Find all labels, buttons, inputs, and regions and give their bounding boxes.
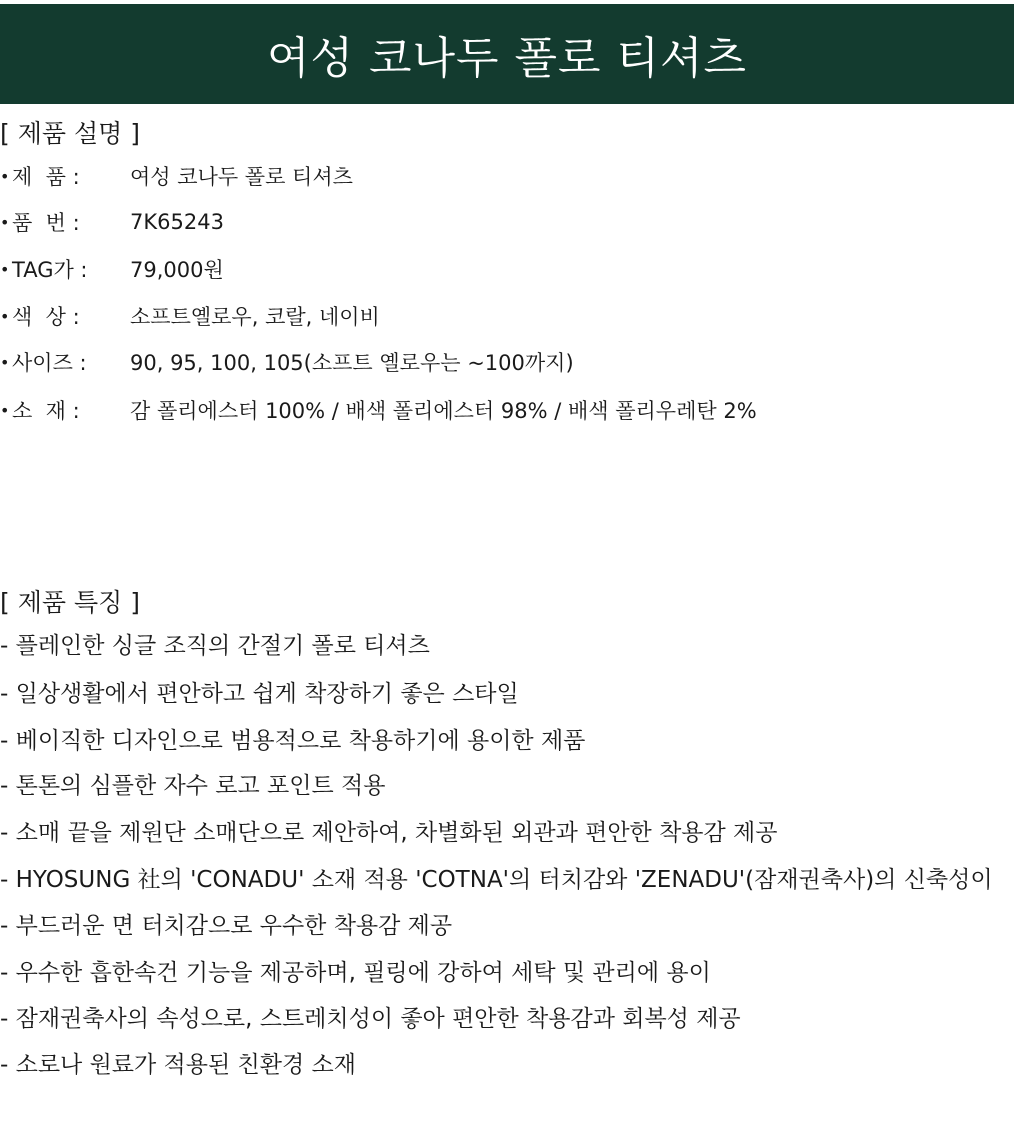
feature-item: - 플레인한 싱글 조직의 간절기 폴로 티셔츠	[0, 633, 430, 659]
spec-value: 소프트옐로우, 코랄, 네이비	[130, 305, 380, 329]
spec-value: 90, 95, 100, 105(소프트 옐로우는 ~100까지)	[130, 351, 574, 375]
bullet: •	[0, 306, 10, 326]
spec-value: 7K65243	[130, 210, 224, 234]
bullet: •	[0, 352, 10, 372]
feature-item: - 잠재권축사의 속성으로, 스트레치성이 좋아 편안한 착용감과 회복성 제공	[0, 1006, 741, 1032]
bullet: •	[0, 259, 10, 279]
bullet: •	[0, 400, 10, 420]
spec-value: 79,000원	[130, 258, 224, 282]
page-title: 여성 코나두 폴로 티셔츠	[267, 33, 747, 84]
feature-item: - 우수한 흡한속건 기능을 제공하며, 필링에 강하여 세탁 및 관리에 용이	[0, 960, 711, 986]
feature-item: - 부드러운 면 터치감으로 우수한 착용감 제공	[0, 913, 453, 939]
title-banner	[0, 4, 1014, 104]
feature-item: - 톤톤의 심플한 자수 로고 포인트 적용	[0, 773, 386, 799]
feature-item: - 베이직한 디자인으로 범용적으로 착용하기에 용이한 제품	[0, 728, 586, 754]
feature-item: - 소매 끝을 제원단 소매단으로 제안하여, 차별화된 외관과 편안한 착용감 제공	[0, 820, 778, 846]
spec-value: 감 폴리에스터 100% / 배색 폴리에스터 98% / 배색 폴리우레탄 2%	[130, 399, 757, 423]
spec-value: 여성 코나두 폴로 티셔츠	[130, 165, 353, 189]
spec-label: 사이즈 :	[12, 351, 87, 375]
description-heading: [ 제품 설명 ]	[0, 119, 140, 148]
features-heading: [ 제품 특징 ]	[0, 588, 140, 617]
spec-row-tag-price	[0, 252, 1024, 286]
bullet: •	[0, 166, 10, 186]
spec-row-size	[0, 345, 1024, 379]
spec-row-product	[0, 159, 1024, 193]
spec-label: 제 품 :	[12, 165, 80, 189]
spec-label: 색 상 :	[12, 305, 80, 329]
bullet: •	[0, 212, 10, 232]
spec-label: TAG가 :	[12, 258, 88, 282]
feature-item: - 소로나 원료가 적용된 친환경 소재	[0, 1052, 356, 1078]
spec-row-material	[0, 393, 1024, 427]
spec-label: 품 번 :	[12, 211, 80, 235]
feature-item: - 일상생활에서 편안하고 쉽게 착장하기 좋은 스타일	[0, 681, 519, 707]
feature-item: - HYOSUNG 社의 'CONADU' 소재 적용 'COTNA'의 터치감와 'ZENADU'(잠재권축사)의 신축성이	[0, 867, 993, 893]
spec-label: 소 재 :	[12, 399, 80, 423]
spec-row-color	[0, 299, 1024, 333]
spec-row-item-number	[0, 205, 1024, 239]
